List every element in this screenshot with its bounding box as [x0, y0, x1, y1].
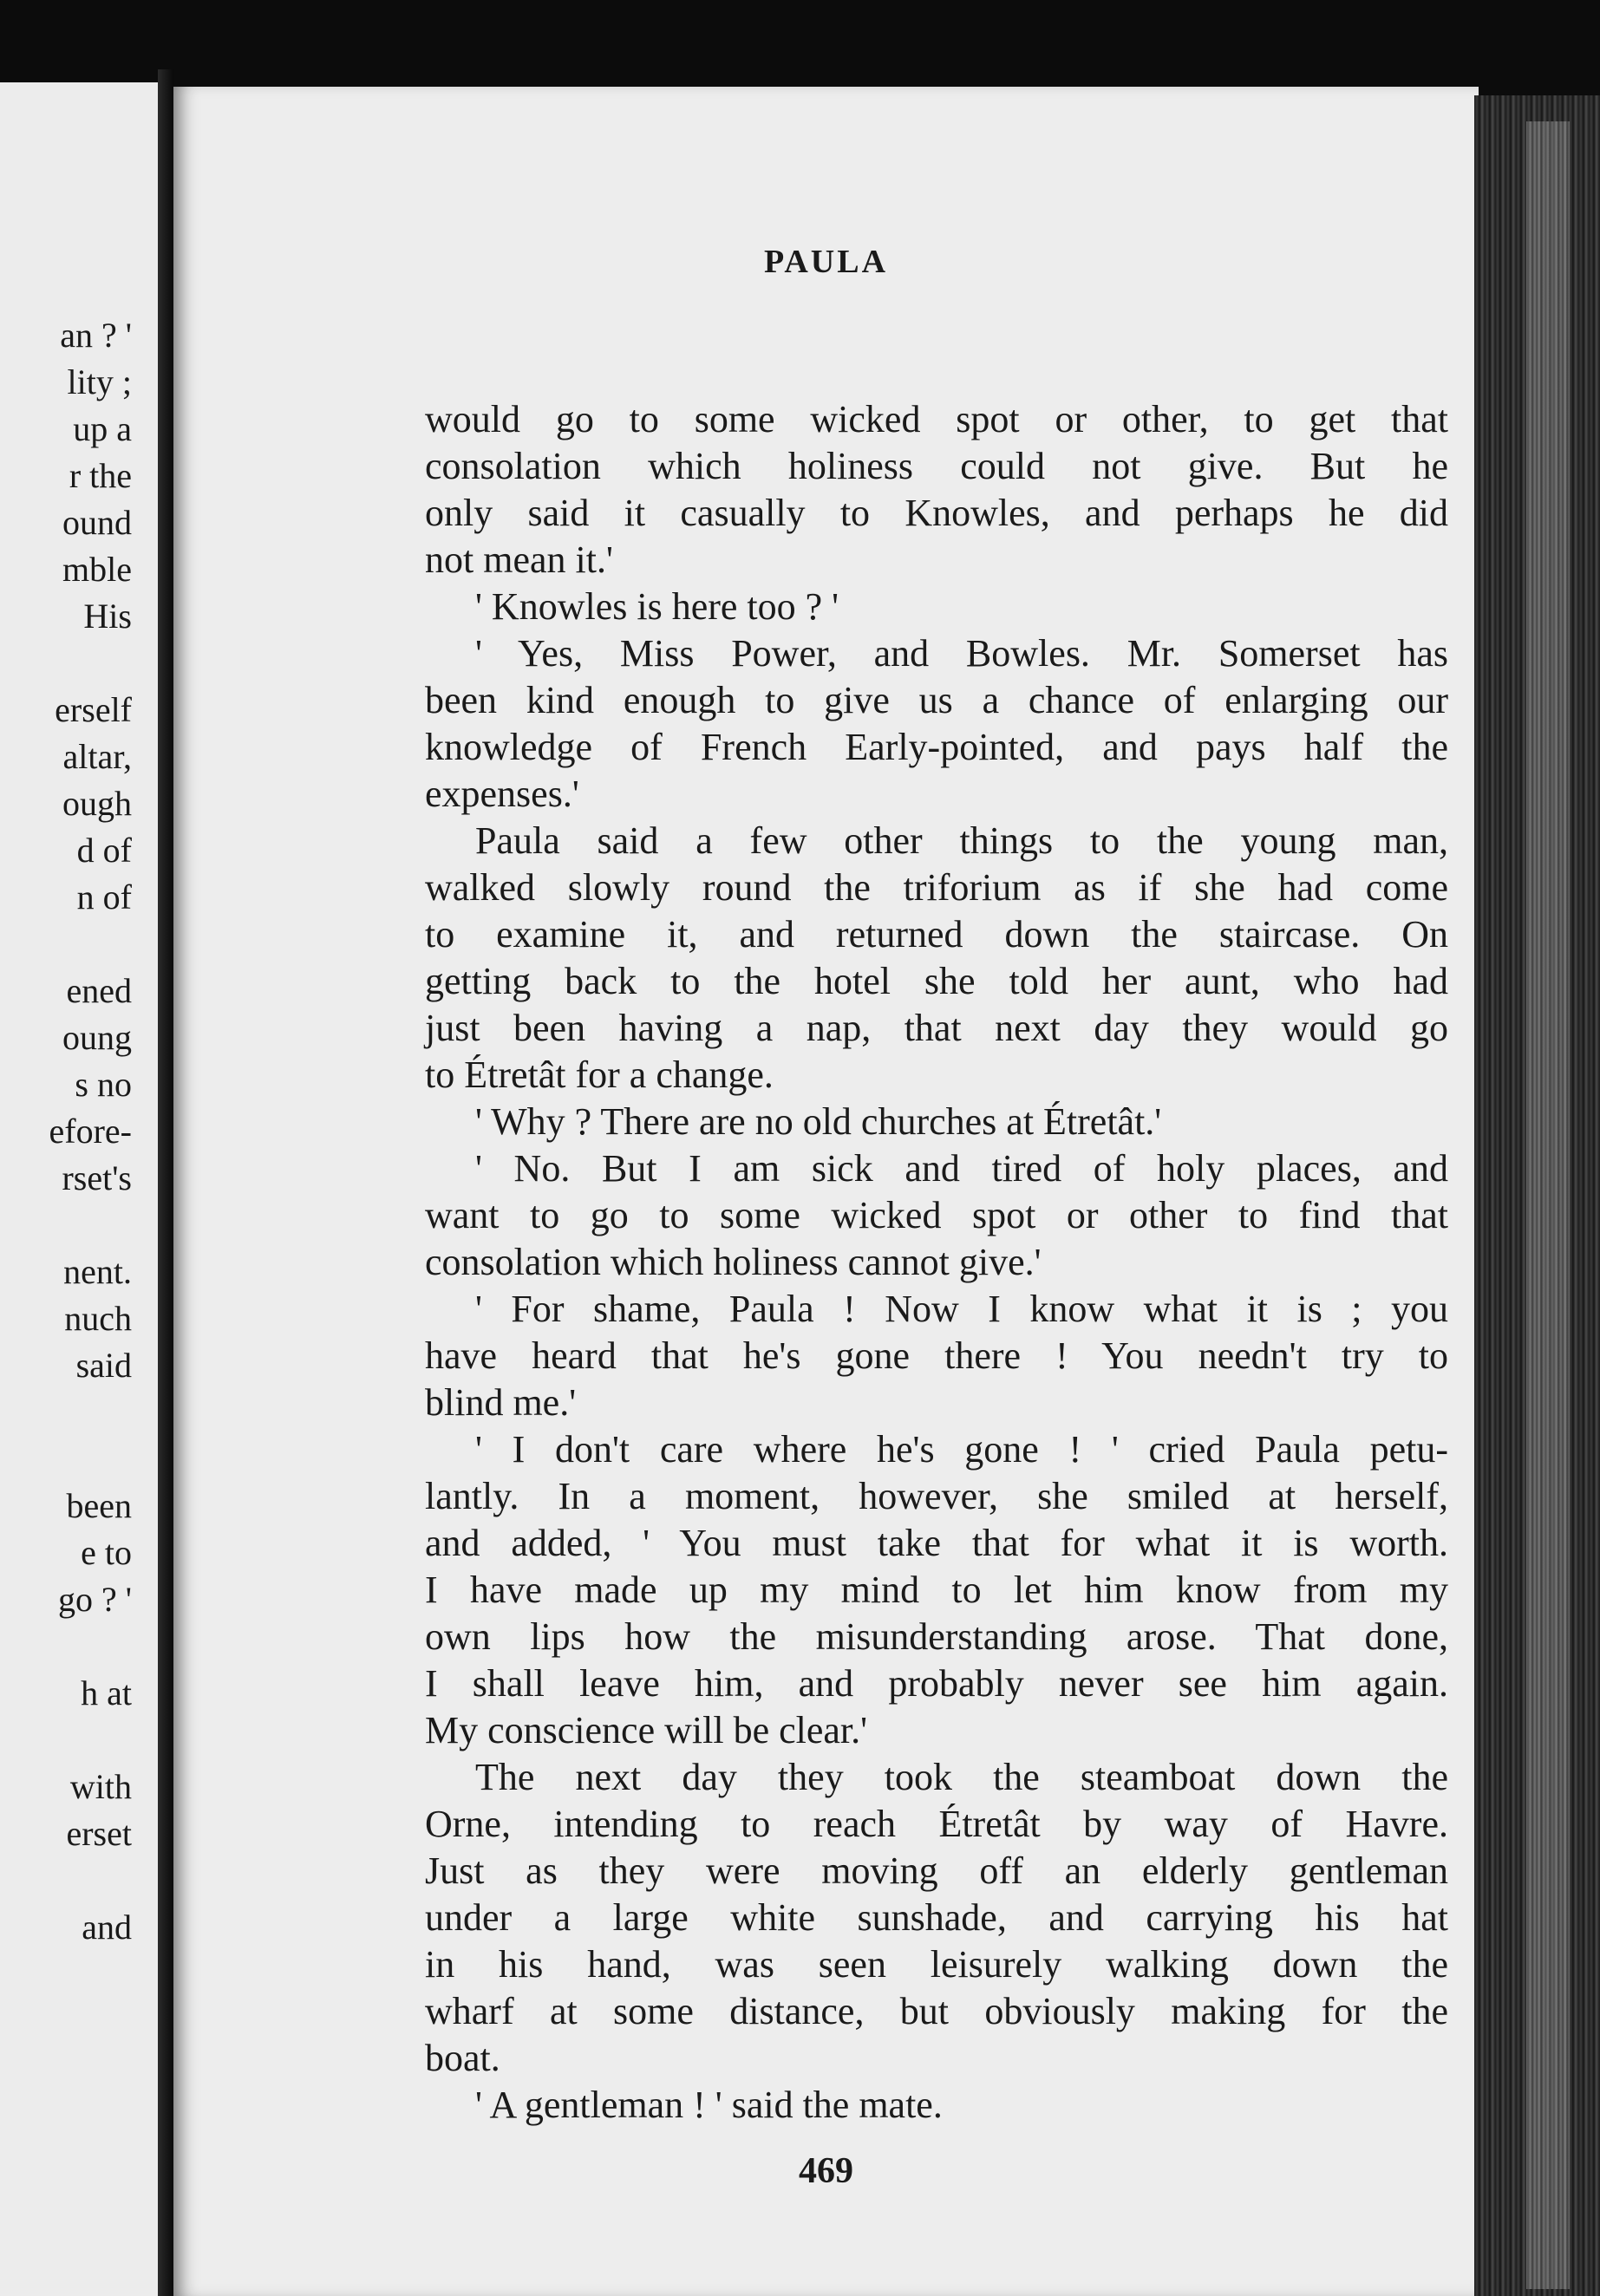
previous-page-line: erself	[55, 690, 132, 729]
previous-page-line: His	[83, 597, 132, 636]
previous-page-line: go ? '	[58, 1580, 132, 1619]
running-head: PAULA	[763, 244, 889, 280]
text-line: expenses.'	[425, 773, 579, 815]
book-gutter	[158, 69, 173, 2296]
text-line: only said it casually to Knowles, and perhaps he did	[425, 492, 1448, 534]
text-line: blind me.'	[425, 1381, 577, 1424]
previous-page-line: e to	[81, 1533, 132, 1572]
text-line: walked slowly round the triforium as if she had come	[425, 866, 1448, 909]
previous-page-line: up a	[73, 409, 132, 448]
text-line: just been having a nap, that next day they would go	[425, 1007, 1448, 1049]
text-line: Paula said a few other things to the young man,	[475, 819, 1448, 862]
text-line: ' Why ? There are no old churches at Étretât.'	[475, 1100, 1162, 1143]
text-line: My conscience will be clear.'	[425, 1709, 868, 1751]
text-line: ' For shame, Paula ! Now I know what it is ; you	[475, 1288, 1448, 1330]
previous-page-line: n of	[76, 877, 132, 916]
previous-page-line: said	[75, 1346, 132, 1385]
text-line: Orne, intending to reach Étretât by way of Havre.	[425, 1803, 1448, 1845]
text-line: been kind enough to give us a chance of enlarging our	[425, 679, 1448, 721]
text-line: under a large white sunshade, and carrying his hat	[425, 1896, 1448, 1939]
text-line: knowledge of French Early-pointed, and pays half the	[425, 726, 1448, 768]
previous-page-line: lity ;	[67, 362, 132, 401]
previous-page-line: been	[66, 1486, 132, 1525]
page-number: 469	[799, 2151, 853, 2191]
text-line: ' Yes, Miss Power, and Bowles. Mr. Somerset has	[475, 632, 1448, 675]
text-line: getting back to the hotel she told her aunt, who had	[425, 960, 1448, 1002]
text-line: I have made up my mind to let him know from my	[425, 1569, 1448, 1611]
text-line: lantly. In a moment, however, she smiled at herself,	[425, 1475, 1448, 1517]
text-line: in his hand, was seen leisurely walking down the	[425, 1943, 1448, 1986]
previous-page-line: ough	[62, 784, 132, 823]
text-line: I shall leave him, and probably never see him again.	[425, 1662, 1448, 1705]
text-line: own lips how the misunderstanding arose. That done,	[425, 1615, 1448, 1658]
text-line: and added, ' You must take that for what it is worth.	[425, 1522, 1448, 1564]
text-line: ' No. But I am sick and tired of holy places, and	[475, 1147, 1448, 1190]
text-line: Just as they were moving off an elderly gentleman	[425, 1849, 1448, 1892]
previous-page-line: ened	[66, 971, 132, 1010]
previous-page-line: with	[69, 1767, 132, 1806]
previous-page-line: oung	[62, 1018, 132, 1057]
text-line: boat.	[425, 2037, 500, 2079]
text-line: wharf at some distance, but obviously making for the	[425, 1990, 1448, 2032]
page-edges-highlight	[1526, 121, 1570, 2289]
text-line: The next day they took the steamboat down the	[475, 1756, 1448, 1798]
previous-page-line: an ? '	[60, 316, 132, 355]
text-line: consolation which holiness could not give. But he	[425, 445, 1448, 487]
text-line: ' I don't care where he's gone ! ' cried Paula petu-	[475, 1428, 1448, 1471]
text-line: not mean it.'	[425, 538, 613, 581]
previous-page-line: rset's	[62, 1158, 132, 1197]
previous-page-line: efore-	[49, 1112, 132, 1151]
previous-page-line: and	[82, 1908, 132, 1947]
previous-page-line: nuch	[64, 1299, 132, 1338]
previous-page-line: r the	[69, 456, 132, 495]
text-line: ' Knowles is here too ? '	[475, 585, 839, 628]
text-line: have heard that he's gone there ! You needn't try to	[425, 1334, 1448, 1377]
previous-page-line: erset	[66, 1814, 132, 1853]
book-page	[173, 87, 1479, 2296]
previous-page-line: altar,	[62, 737, 132, 776]
previous-page-line: d of	[76, 831, 132, 870]
previous-page-line: s no	[75, 1065, 132, 1104]
text-line: ' A gentleman ! ' said the mate.	[475, 2084, 943, 2126]
text-line: consolation which holiness cannot give.'	[425, 1241, 1042, 1283]
text-line: to examine it, and returned down the staircase. On	[425, 913, 1448, 956]
previous-page-fragment	[0, 82, 158, 2296]
previous-page-line: ound	[62, 503, 132, 542]
text-line: would go to some wicked spot or other, to get that	[425, 398, 1448, 440]
previous-page-line: h at	[81, 1673, 132, 1712]
scan-background-top	[0, 0, 1600, 82]
previous-page-line: nent.	[63, 1252, 132, 1291]
text-line: want to go to some wicked spot or other to find that	[425, 1194, 1448, 1236]
text-line: to Étretât for a change.	[425, 1053, 774, 1096]
previous-page-line: mble	[62, 550, 132, 589]
